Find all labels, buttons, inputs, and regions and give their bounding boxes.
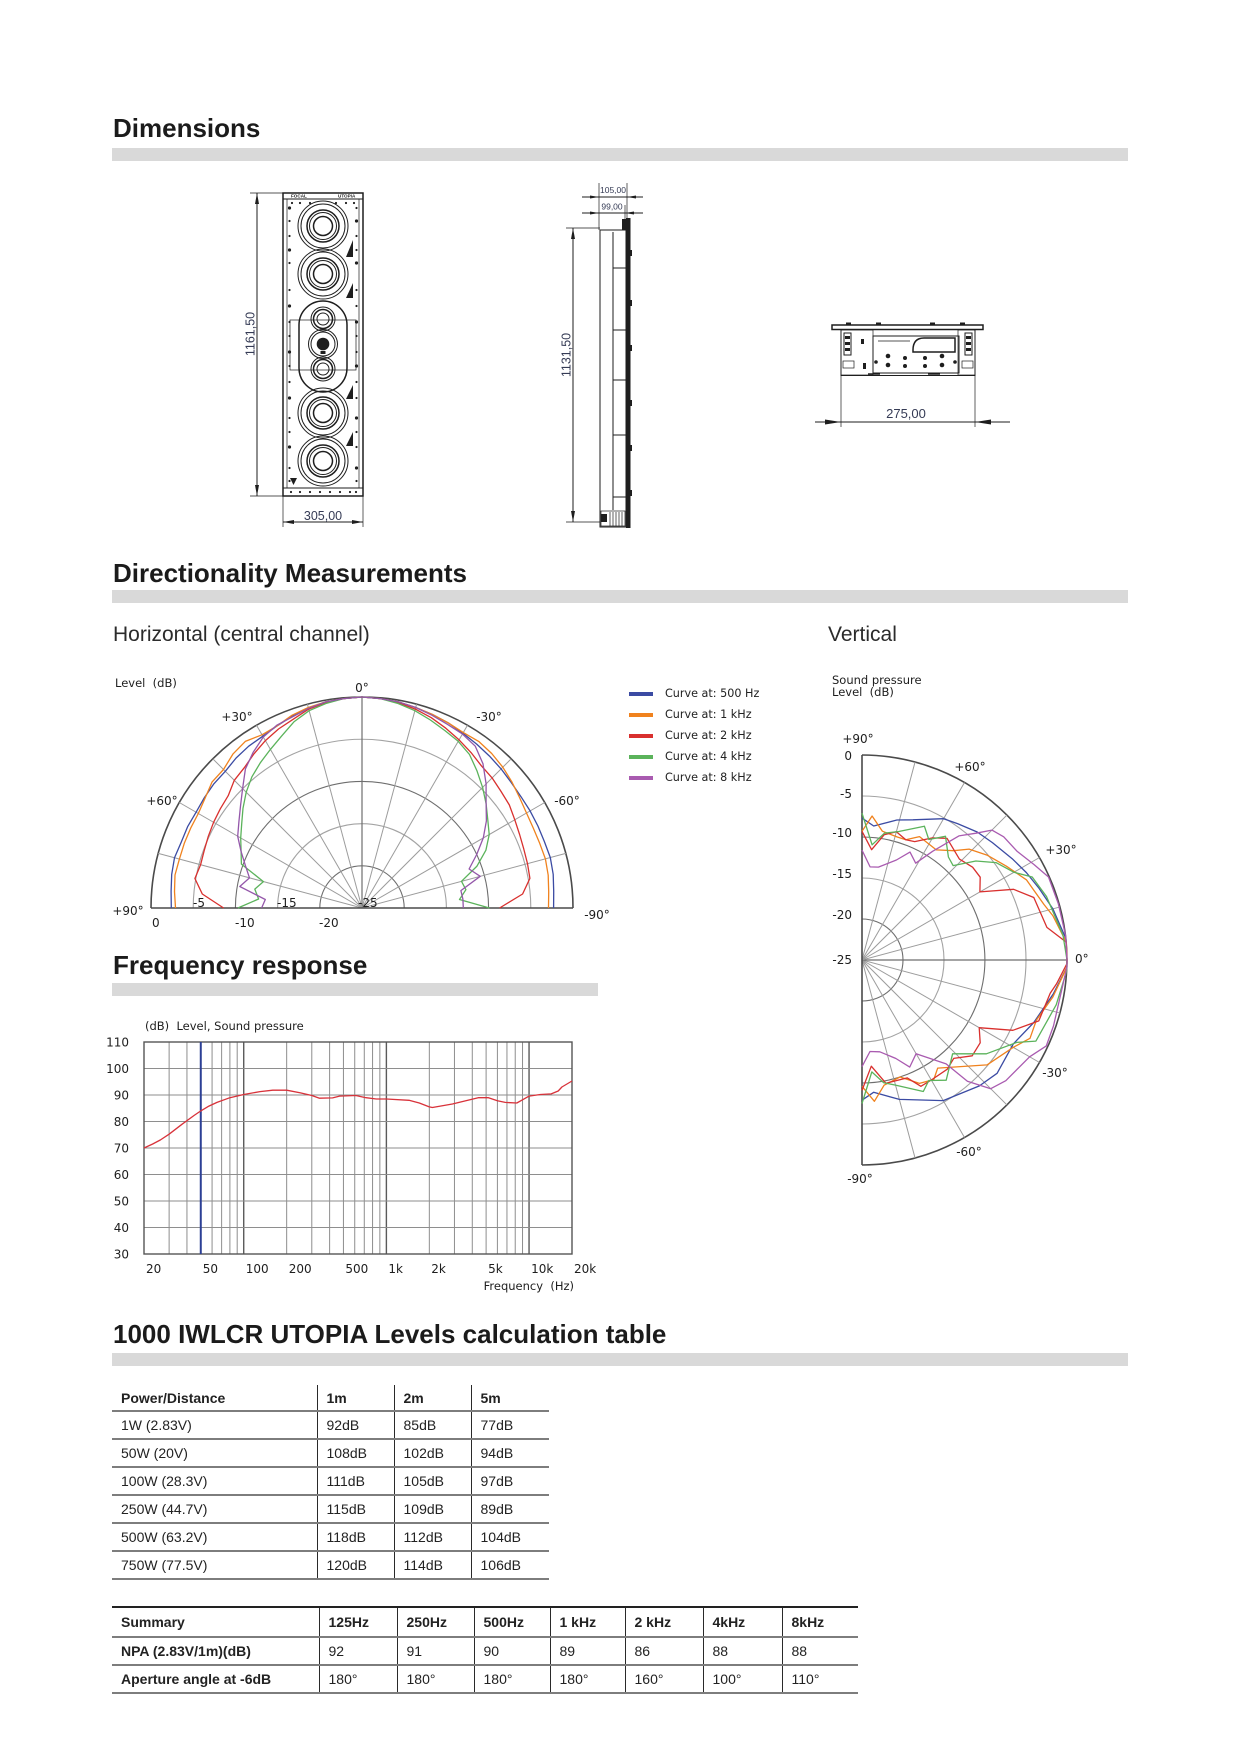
screw-icon xyxy=(288,396,291,399)
arrowhead-icon xyxy=(255,193,259,204)
screw-icon xyxy=(288,381,290,383)
arrowhead-icon xyxy=(975,420,991,425)
radial-axis-title: Sound pressure xyxy=(832,673,922,687)
chart-grid xyxy=(144,1042,572,1254)
x-tick-label: 20 xyxy=(146,1262,162,1276)
table-cell: 92 xyxy=(319,1637,397,1665)
screw-icon xyxy=(288,365,290,367)
center-module xyxy=(290,301,356,392)
angle-label: +90° xyxy=(112,904,144,918)
front-view-drawing xyxy=(240,180,380,535)
grid-spoke xyxy=(257,725,363,908)
arrowhead-icon xyxy=(255,485,259,496)
screw-icon xyxy=(349,491,351,493)
clamp-icon xyxy=(346,283,353,298)
model-logo-text: UTOPIA xyxy=(338,193,356,199)
screw-icon xyxy=(288,480,290,482)
speaker-front-body xyxy=(283,193,363,496)
grid-spoke xyxy=(158,853,362,908)
clamp-icon xyxy=(346,385,353,399)
section-title-levels-table: 1000 IWLCR UTOPIA Levels calculation table xyxy=(113,1319,667,1349)
screw-icon xyxy=(355,364,358,367)
column-header: 2 kHz xyxy=(625,1607,703,1637)
legend-item-4khz xyxy=(629,746,759,767)
grid-spoke xyxy=(862,762,915,960)
screw-icon xyxy=(299,491,301,493)
grid-spoke xyxy=(362,853,566,908)
section-title-frequency-response: Frequency response xyxy=(113,950,368,980)
arrowhead-icon xyxy=(283,520,294,524)
screw-icon xyxy=(355,261,358,264)
table-cell: 109dB xyxy=(394,1495,471,1523)
y-tick-label: 40 xyxy=(113,1221,129,1235)
midrange-icon xyxy=(311,357,335,381)
screw-icon xyxy=(355,381,357,383)
radial-tick-label: -5 xyxy=(193,896,205,910)
radial-tick-label: -10 xyxy=(832,826,852,840)
row-label: 50W (20V) xyxy=(112,1439,317,1467)
screw-icon xyxy=(288,335,290,337)
table-cell: 89dB xyxy=(471,1495,549,1523)
flange-tab xyxy=(876,323,881,326)
clamp-icon xyxy=(290,478,297,485)
column-header: 1 kHz xyxy=(550,1607,625,1637)
notch xyxy=(630,300,632,306)
radial-tick-label: -5 xyxy=(840,787,852,801)
grid-spoke xyxy=(862,960,965,1138)
frequency-response-curve xyxy=(144,1081,572,1148)
screw-icon xyxy=(355,480,357,482)
screw-icon xyxy=(355,235,357,237)
table-row xyxy=(112,1523,549,1551)
grid-spoke xyxy=(213,759,362,908)
table-cell: 114dB xyxy=(394,1551,471,1579)
angle-label: -30° xyxy=(476,710,502,724)
angle-label: -30° xyxy=(1042,1066,1068,1080)
side-depth-inner-label: 99,00 xyxy=(601,201,623,212)
screw-icon xyxy=(355,397,357,399)
screw-icon xyxy=(353,202,355,204)
x-tick-label: 2k xyxy=(431,1262,446,1276)
x-tick-label: 5k xyxy=(488,1262,503,1276)
column-header: Summary xyxy=(112,1607,319,1637)
x-axis-title: Frequency (Hz) xyxy=(483,1279,574,1293)
screw-icon xyxy=(355,431,357,433)
table-cell: 110° xyxy=(782,1665,858,1693)
column-header: 2m xyxy=(394,1385,471,1411)
depth-dimensions xyxy=(582,183,643,230)
vertical-polar-chart xyxy=(820,665,1090,1195)
notch xyxy=(630,400,632,406)
angle-label: -90° xyxy=(584,908,610,922)
frequency-response-chart xyxy=(100,1010,600,1305)
table-cell: 112dB xyxy=(394,1523,471,1551)
y-tick-label: 60 xyxy=(113,1168,129,1182)
screw-icon xyxy=(355,289,357,291)
speaker-top-profile xyxy=(832,323,983,376)
angle-label: +30° xyxy=(1045,843,1077,857)
table-header-row xyxy=(112,1385,549,1411)
table-cell: 111dB xyxy=(317,1467,394,1495)
legend-label: Curve at: 1 kHz xyxy=(665,708,752,721)
terminal-icon xyxy=(923,356,927,360)
screw-icon xyxy=(355,305,357,307)
flange-plate xyxy=(832,325,983,330)
table-cell: 85dB xyxy=(394,1411,471,1439)
radial-axis-title: Level (dB) xyxy=(115,676,177,690)
table-cell: 180° xyxy=(319,1665,397,1693)
angle-label: 0° xyxy=(355,681,369,695)
x-tick-label: 50 xyxy=(202,1262,219,1276)
screw-icon xyxy=(291,202,293,204)
x-tick-label: 20k xyxy=(574,1262,597,1276)
angle-label: +30° xyxy=(221,710,253,724)
grid-spoke xyxy=(862,960,1060,1013)
side-view-drawing xyxy=(555,175,655,535)
angle-label: -60° xyxy=(554,794,580,808)
radial-tick-label: -25 xyxy=(358,896,378,910)
y-tick-label: 50 xyxy=(113,1194,129,1209)
grid-spoke xyxy=(362,725,468,908)
terminal-icon xyxy=(923,364,927,368)
crossover-board xyxy=(913,338,955,352)
woofer-icon xyxy=(298,201,348,251)
radial-tick-label: -15 xyxy=(277,896,297,910)
front-height-label: 1161,50 xyxy=(243,311,258,357)
table-cell: 88 xyxy=(782,1637,858,1665)
section-divider xyxy=(112,1353,1128,1366)
arrowhead-icon xyxy=(627,196,636,199)
width-dimension xyxy=(283,496,363,527)
column-header: Power/Distance xyxy=(112,1385,317,1411)
table-header-row xyxy=(112,1607,858,1637)
arrowhead-icon xyxy=(571,228,575,239)
column-header: 4kHz xyxy=(703,1607,782,1637)
column-header: 250Hz xyxy=(397,1607,474,1637)
screw-icon xyxy=(288,417,290,419)
legend-label: Curve at: 8 kHz xyxy=(665,771,752,784)
column-header: 500Hz xyxy=(474,1607,550,1637)
x-tick-label: 500 xyxy=(345,1262,369,1276)
table-cell: 100° xyxy=(703,1665,782,1693)
angle-label: 0° xyxy=(1075,952,1089,966)
x-tick-label: 200 xyxy=(288,1262,312,1276)
arrowhead-icon xyxy=(590,196,599,199)
y-tick-label: 30 xyxy=(113,1247,129,1262)
grid-spoke xyxy=(362,803,545,909)
legend-item-500hz xyxy=(629,683,759,704)
legend-item-8khz xyxy=(629,767,759,788)
arrowhead-icon xyxy=(590,212,599,215)
height-dimension xyxy=(560,228,601,522)
screw-icon xyxy=(288,289,290,291)
angle-label: -60° xyxy=(956,1145,982,1159)
curve-8khz xyxy=(862,830,1067,1089)
midrange-icon xyxy=(311,307,335,331)
screw-icon xyxy=(355,416,358,419)
row-label: 1W (2.83V) xyxy=(112,1411,317,1439)
screw-icon xyxy=(309,491,311,493)
row-label: NPA (2.83V/1m)(dB) xyxy=(112,1637,319,1665)
legend-label: Curve at: 4 kHz xyxy=(665,750,752,763)
angle-label: -90° xyxy=(847,1172,873,1186)
table-cell: 115dB xyxy=(317,1495,394,1523)
grid-spoke xyxy=(862,858,1040,961)
legend-swatch xyxy=(629,734,653,738)
grid-spoke xyxy=(362,704,417,908)
chart-legend xyxy=(629,683,759,788)
screw-icon xyxy=(355,335,357,337)
woofer-icon xyxy=(298,436,348,486)
x-tick-label: 100 xyxy=(245,1262,269,1276)
angle-label: +90° xyxy=(842,732,874,746)
table-cell: 97dB xyxy=(471,1467,549,1495)
screw-icon xyxy=(319,491,321,493)
table-row xyxy=(112,1665,858,1693)
screw-icon xyxy=(288,262,290,264)
screw-icon xyxy=(309,202,311,204)
y-tick-label: 70 xyxy=(113,1141,129,1156)
table-row xyxy=(112,1411,549,1439)
radial-tick-label: -25 xyxy=(832,953,852,967)
left-slot xyxy=(843,361,854,368)
column-header: 5m xyxy=(471,1385,549,1411)
tweeter-icon xyxy=(309,330,338,359)
table-cell: 180° xyxy=(550,1665,625,1693)
table-cell: 108dB xyxy=(317,1439,394,1467)
row-label: Aperture angle at -6dB xyxy=(112,1665,319,1693)
flange-top-block xyxy=(622,219,630,230)
grid-spoke xyxy=(179,803,362,909)
top-width-label: 275,00 xyxy=(886,406,926,421)
curve-4khz xyxy=(862,813,1067,1103)
summary-table xyxy=(112,1606,858,1694)
arrowhead-icon xyxy=(625,212,634,215)
radial-axis-title: Level (dB) xyxy=(832,685,894,699)
section-divider xyxy=(112,148,1128,161)
legend-swatch xyxy=(629,713,653,717)
screw-icon xyxy=(355,491,357,493)
row-label: 500W (63.2V) xyxy=(112,1523,317,1551)
table-cell: 105dB xyxy=(394,1467,471,1495)
row-label: 100W (28.3V) xyxy=(112,1467,317,1495)
flange-tab xyxy=(846,323,851,326)
legend-label: Curve at: 500 Hz xyxy=(665,687,760,700)
arrowhead-icon xyxy=(352,520,363,524)
clamp-icon xyxy=(346,432,353,446)
right-slot xyxy=(962,361,973,368)
table-cell: 86 xyxy=(625,1637,703,1665)
row-label: 750W (77.5V) xyxy=(112,1551,317,1579)
table-cell: 90 xyxy=(474,1637,550,1665)
y-tick-label: 100 xyxy=(106,1062,129,1076)
legend-label: Curve at: 2 kHz xyxy=(665,729,752,742)
polar-grid xyxy=(862,755,1067,1165)
table-cell: 104dB xyxy=(471,1523,549,1551)
grid-spoke xyxy=(307,704,362,908)
curve-2khz xyxy=(862,831,1067,1090)
table-cell: 92dB xyxy=(317,1411,394,1439)
section-divider xyxy=(112,590,1128,603)
side-height-label: 1131,50 xyxy=(559,332,574,378)
legend-swatch xyxy=(629,692,653,696)
table-cell: 77dB xyxy=(471,1411,549,1439)
table-cell: 120dB xyxy=(317,1551,394,1579)
vertical-chart-title: Vertical xyxy=(828,623,897,646)
table-row xyxy=(112,1551,549,1579)
woofer-icon xyxy=(298,249,348,299)
terminal-icon xyxy=(903,356,907,360)
table-cell: 180° xyxy=(474,1665,550,1693)
terminal xyxy=(601,514,607,522)
screw-icon xyxy=(335,202,337,204)
table-cell: 106dB xyxy=(471,1551,549,1579)
screw-icon xyxy=(355,446,357,448)
grid-spoke xyxy=(862,815,1007,960)
screw-icon xyxy=(288,350,291,353)
screw-icon xyxy=(329,491,331,493)
screw-icon xyxy=(355,219,358,222)
screw-icon xyxy=(299,202,301,204)
terminal-icon xyxy=(886,363,891,368)
legend-item-1khz xyxy=(629,704,759,725)
section-title-dimensions: Dimensions xyxy=(113,113,261,143)
curve-500hz xyxy=(862,818,1067,1101)
curve-1khz xyxy=(862,816,1067,1101)
screw-icon xyxy=(288,248,291,251)
flange xyxy=(626,218,631,528)
radial-tick-label: -20 xyxy=(832,908,852,922)
legend-item-2khz xyxy=(629,725,759,746)
screw-icon xyxy=(355,351,357,353)
flange-tab xyxy=(960,323,965,326)
table-cell: 94dB xyxy=(471,1439,549,1467)
terminal-icon xyxy=(940,363,945,368)
screw-icon xyxy=(288,220,290,222)
curve-4khz xyxy=(238,697,490,908)
table-cell: 180° xyxy=(397,1665,474,1693)
table-row xyxy=(112,1495,549,1523)
terminal-icon xyxy=(886,354,891,359)
screw-icon xyxy=(288,235,290,237)
table-cell: 91 xyxy=(397,1637,474,1665)
grid-spoke xyxy=(862,907,1060,960)
legend-swatch xyxy=(629,755,653,759)
clamp-icon xyxy=(346,240,353,257)
radial-tick-label: -15 xyxy=(832,867,852,881)
row-label: 250W (44.7V) xyxy=(112,1495,317,1523)
screw-icon xyxy=(288,467,290,469)
screw-icon xyxy=(290,491,292,493)
terminal-icon xyxy=(903,364,907,368)
horizontal-polar-chart xyxy=(100,670,620,940)
screw-icon xyxy=(288,431,290,433)
table-cell: 88 xyxy=(703,1637,782,1665)
table-row xyxy=(112,1439,549,1467)
angle-label: +60° xyxy=(954,760,986,774)
table-cell: 160° xyxy=(625,1665,703,1693)
arrowhead-icon xyxy=(571,511,575,522)
screw-icon xyxy=(345,202,347,204)
x-tick-label: 10k xyxy=(531,1262,554,1276)
column-header: 125Hz xyxy=(319,1607,397,1637)
screw-icon xyxy=(288,321,290,323)
top-view-drawing xyxy=(805,315,1020,435)
radial-tick-label: 0 xyxy=(152,916,160,930)
legend-swatch xyxy=(629,776,653,780)
y-tick-label: 80 xyxy=(113,1115,129,1129)
column-header: 8kHz xyxy=(782,1607,858,1637)
table-row xyxy=(112,1467,549,1495)
notch xyxy=(630,345,632,351)
table-cell: 89 xyxy=(550,1637,625,1665)
radial-tick-label: -20 xyxy=(319,916,339,930)
radial-tick-label: -10 xyxy=(235,916,255,930)
screw-icon xyxy=(355,207,357,209)
polar-curves xyxy=(862,813,1067,1103)
screw-icon xyxy=(339,491,341,493)
horizontal-chart-title: Horizontal (central channel) xyxy=(113,623,370,646)
width-dimension xyxy=(815,376,1010,427)
speaker-side-profile xyxy=(600,218,632,528)
table-cell: 118dB xyxy=(317,1523,394,1551)
screw-icon xyxy=(355,320,358,323)
angle-label: +60° xyxy=(146,794,178,808)
polar-grid xyxy=(151,697,573,908)
x-tick-label: 1k xyxy=(388,1262,403,1276)
table-cell: 102dB xyxy=(394,1439,471,1467)
y-tick-label: 90 xyxy=(113,1088,129,1103)
woofer-icon xyxy=(298,388,348,438)
screw-icon xyxy=(288,445,291,448)
screw-icon xyxy=(288,206,291,209)
y-axis-title: (dB) Level, Sound pressure xyxy=(145,1019,304,1033)
notch xyxy=(630,250,632,256)
height-dimension xyxy=(244,193,284,496)
notch xyxy=(630,490,632,496)
flange-tab xyxy=(930,323,935,326)
table-row xyxy=(112,1637,858,1665)
screw-icon xyxy=(355,466,358,469)
notch xyxy=(630,445,632,451)
column-header: 1m xyxy=(317,1385,394,1411)
terminal-icon xyxy=(940,354,945,359)
brand-logo-text: FOCAL xyxy=(291,193,307,199)
arrowhead-icon xyxy=(825,420,841,425)
grid-spoke xyxy=(862,782,965,960)
radial-tick-label: 0 xyxy=(844,749,852,763)
levels-calculation-table xyxy=(112,1385,549,1580)
screw-icon xyxy=(288,304,291,307)
front-width-label: 305,00 xyxy=(303,509,343,523)
section-divider xyxy=(112,983,598,996)
side-depth-outer-label: 105,00 xyxy=(600,185,626,195)
screw-icon xyxy=(355,249,357,251)
grid-spoke xyxy=(862,960,915,1158)
y-tick-label: 110 xyxy=(106,1035,129,1050)
section-title-directionality: Directionality Measurements xyxy=(113,558,468,588)
